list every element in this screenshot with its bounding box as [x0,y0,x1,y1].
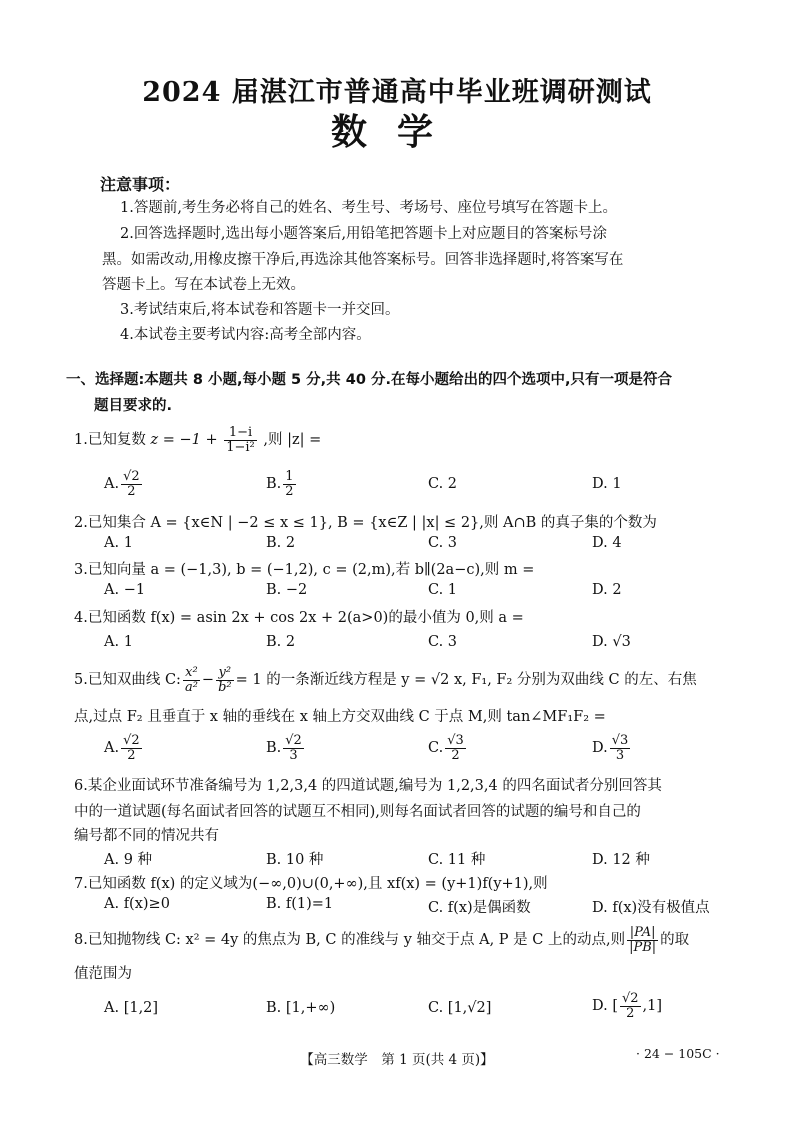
q8-d-tail: ,1] [642,998,663,1015]
q5-b-frac [283,734,304,762]
q5-b-label: B. [266,740,282,757]
q1-lead: 1.已知复数 [74,432,146,449]
q1-b-label: B. [266,476,282,493]
section-heading-text: 一、选择题:本题共 8 小题,每小题 5 分,共 40 分.在每小题给出的四个选项中,只有一项是符合 [66,372,672,388]
q1-b-den: 2 [285,483,294,499]
question-1 [74,426,321,454]
q8-d-label: D. [ [592,998,618,1015]
q5-term-1 [183,666,200,694]
section-heading [66,368,672,389]
q1-fraction [224,426,257,454]
q1-option-a [104,470,144,498]
q1-a-frac [121,470,142,498]
q5-c-den: 2 [451,747,460,763]
q1-expr: z = −1 + [150,432,218,449]
q8-d-num: √2 [621,991,639,1006]
q6-option-a: A. 9 种 [104,852,153,868]
q5-a-den: 2 [127,747,136,763]
q5-minus: − [201,672,215,689]
q8-option-a: A. [1,2] [104,1000,159,1016]
q1-option-d: D. 1 [592,476,622,492]
q6-option-d: D. 12 种 [592,852,650,868]
question-8-line-2: 值范围为 [74,966,132,982]
q1-a-den: 2 [127,483,136,499]
q1-a-label: A. [104,476,120,493]
q5-t2-num: y² [216,666,234,681]
q5-term-2 [216,666,234,694]
q5-b-num: √2 [285,733,302,748]
q8-fraction [627,926,658,954]
q7-option-a: A. f(x)≥0 [104,896,170,912]
question-5-line-2: 点,过点 F₂ 且垂直于 x 轴的垂线在 x 轴上方交双曲线 C 于点 M,则 tan∠MF₁F₂ = [74,709,606,725]
q5-d-label: D. [592,740,608,757]
q8-option-c: C. [1,√2] [428,1000,492,1016]
q8-option-d [592,992,662,1020]
q5-b-den: 3 [289,747,298,763]
question-5 [74,666,697,694]
q5-d-num: √3 [611,733,629,748]
exam-title: 2024 届湛江市普通高中毕业班调研测试 [142,77,652,108]
question-2: 2.已知集合 A = {x∈N | −2 ≤ x ≤ 1}, B = {x∈Z | |x| ≤ 2},则 A∩B 的真子集的个数为 [74,515,657,531]
q7-option-b: B. f(1)=1 [266,896,334,912]
q2-option-a: A. 1 [104,535,133,551]
q5-d-den: 3 [615,747,625,763]
note-3: 3.考试结束后,将本试卷和答题卡一并交回。 [120,302,400,318]
q3-option-b: B. −2 [266,582,308,598]
q5-t1-den: a² [184,679,198,695]
q1-frac-num: 1−i [224,426,257,441]
q8-d-frac [620,992,641,1020]
note-2-line-3: 答题卡上。写在本试卷上无效。 [102,277,305,293]
q1-tail: ,则 |z| = [263,432,322,449]
q5-option-d [592,734,632,762]
note-2-line-2: 黑。如需改动,用橡皮擦干净后,再选涂其他答案标号。回答非选择题时,将答案写在 [102,252,624,268]
q5-t1-num: x² [183,666,200,681]
q1-a-num: √2 [123,469,140,484]
q8-lead: 8.已知抛物线 C: x² = 4y 的焦点为 B, C 的准线与 y 轴交于点 A, P 是 C 上的动点,则 [74,932,626,949]
note-4: 4.本试卷主要考试内容:高考全部内容。 [120,327,371,343]
q1-option-b [266,470,298,498]
q3-option-a: A. −1 [104,582,146,598]
q4-option-a: A. 1 [104,634,133,650]
q1-option-c: C. 2 [428,476,458,492]
notes-heading: 注意事项： [100,175,181,194]
q5-a-label: A. [104,740,120,757]
question-8 [74,926,689,954]
q1-b-num: 1 [285,469,294,484]
q4-option-c: C. 3 [428,634,458,650]
section-heading-text-2: 题目要求的. [94,398,173,414]
q8-frac-den: |PB| [629,939,657,955]
q8-frac-num: |PA| [627,926,658,941]
q3-option-d: D. 2 [592,582,622,598]
page-footer: 【高三数学 第 1 页(共 4 页)】 [300,1052,494,1068]
question-6-line-3: 编号都不同的情况共有 [74,828,219,844]
q2-option-b: B. 2 [266,535,296,551]
q8-d-den: 2 [626,1005,635,1021]
q6-option-c: C. 11 种 [428,852,486,868]
q4-option-d: D. √3 [592,634,631,650]
q3-option-c: C. 1 [428,582,458,598]
subject-title: 数学 [330,111,463,153]
q8-option-b: B. [1,+∞) [266,1000,336,1016]
section-heading-cont [94,394,172,415]
q5-a-num: √2 [123,733,140,748]
question-4: 4.已知函数 f(x) = asin 2x + cos 2x + 2(a>0)的最小值为 0,则 a = [74,610,524,626]
question-6-line-2: 中的一道试题(每名面试者回答的试题互不相同),则每名面试者回答的试题的编号和自己的 [74,804,641,820]
q7-option-c: C. f(x)是偶函数 [428,900,531,916]
q5-lead: 5.已知双曲线 C: [74,672,181,689]
question-3: 3.已知向量 a = (−1,3), b = (−1,2), c = (2,m),若 b∥(2a−c),则 m = [74,562,535,578]
paper-code: · 24 − 105C · [636,1046,720,1061]
q5-d-frac [610,734,631,762]
q5-option-c [428,734,468,762]
question-6: 6.某企业面试环节准备编号为 1,2,3,4 的四道试题,编号为 1,2,3,4 的四名面试者分别回答其 [74,778,662,794]
q2-option-c: C. 3 [428,535,458,551]
q5-c-frac [445,734,466,762]
q5-option-b [266,734,306,762]
q1-frac-den: 1−i² [226,439,255,455]
q2-option-d: D. 4 [592,535,622,551]
q4-option-b: B. 2 [266,634,296,650]
q8-tail: 的取 [660,932,690,949]
question-7: 7.已知函数 f(x) 的定义域为(−∞,0)∪(0,+∞),且 xf(x) = (y+1)f(y+1),则 [74,876,548,892]
q6-option-b: B. 10 种 [266,852,324,868]
q5-t2-den: b² [218,679,232,695]
note-1: 1.答题前,考生务必将自己的姓名、考生号、考场号、座位号填写在答题卡上。 [120,200,617,216]
q5-a-frac [121,734,142,762]
q5-c-label: C. [428,740,444,757]
q5-option-a [104,734,144,762]
q1-b-frac [283,470,295,498]
note-2-line-1: 2.回答选择题时,选出每小题答案后,用铅笔把答题卡上对应题目的答案标号涂 [120,226,608,242]
q7-option-d: D. f(x)没有极值点 [592,900,710,916]
q5-c-num: √3 [447,733,464,748]
q5-tail: = 1 的一条渐近线方程是 y = √2 x, F₁, F₂ 分别为双曲线 C 的左、右焦 [235,672,697,689]
